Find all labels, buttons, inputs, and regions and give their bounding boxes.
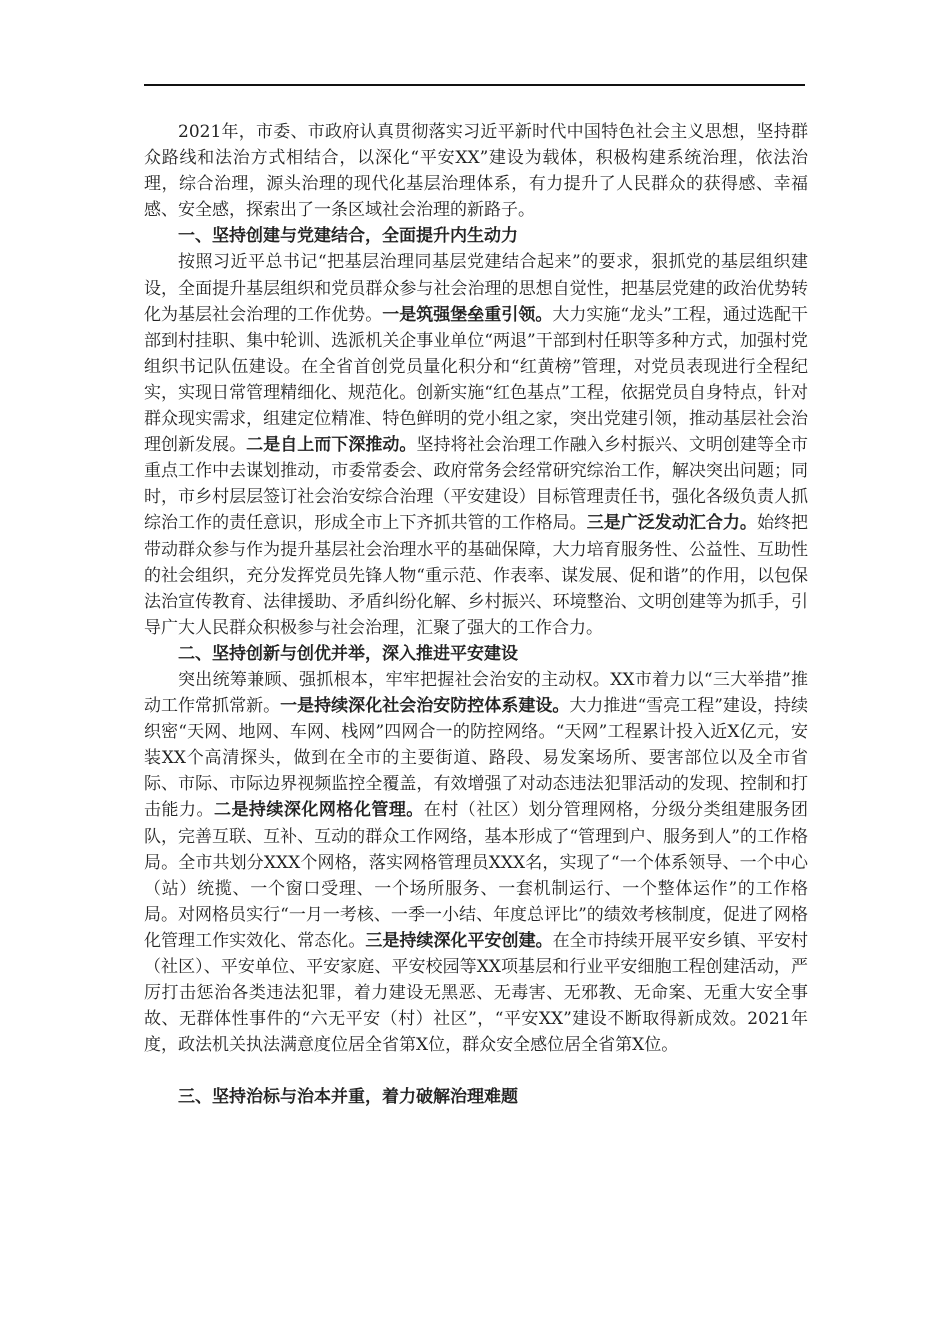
section-spacer xyxy=(144,1058,808,1084)
section-heading-3: 三、坚持治标与治本并重，着力破解治理难题 xyxy=(178,1087,518,1108)
intro-paragraph: 2021年，市委、市政府认真贯彻落实习近平新时代中国特色社会主义思想，坚持群众路线和法治方式相结合，以深化“平安XX”建设为载体，积极构建系统治理，依法治理，综合治理，源头治理的现代化基层治理体系，有力提升了人民群众的获得感、幸福感、安全感，探索出了一条区域社会治理的新路子。 xyxy=(144,122,808,221)
section-2-text-2: 大力推进“雪亮工程”建设，持续织密“天网、地网、车网、栈网”四网合一的防控网络。“天网”工程累计投入近X亿元，安装XX个高清探头，做到在全市的主要街道、路段、易发案场所、要害部位以及全市省际、市际、市际边界视频监控全覆盖，有效增强了对动态违法犯罪活动的发现、控制和打击能力。 xyxy=(144,696,808,821)
section-2-text-3: 在村（社区）划分管理网格，分级分类组建服务团队，完善互联、互补、互动的群众工作网络，基本形成了“管理到户、服务到人”的工作格局。全市共划分XXX个网格，落实网格管理员XXX名，实现了“一个体系领导、一个中心（站）统揽、一个窗口受理、一个场所服务、一套机制运行、一个整体运作”的工作格局。对网格员实行“一月一考核、一季一小结、年度总评比”的绩效考核制度，促进了网格化管理工作实效化、常态化。 xyxy=(144,800,809,951)
section-heading-2: 二、坚持创新与创优并举，深入推进平安建设 xyxy=(178,643,518,664)
header-rule xyxy=(144,84,805,86)
section-1-bold-3: 三是广泛发动汇合力。 xyxy=(586,513,757,534)
section-2-bold-1: 一是持续深化社会治安防控体系建设。 xyxy=(280,696,570,717)
section-2-text-1: 突出统筹兼顾、强抓根本，牢牢把握社会治安的主动权。XX市着力以“三大举措”推动工作常抓常新。 xyxy=(144,669,808,717)
section-2-text-4: 在全市持续开展平安乡镇、平安村（社区）、平安单位、平安家庭、平安校园等XX项基层和行业平安细胞工程创建活动，严厉打击惩治各类违法犯罪，着力建设无黑恶、无毒害、无邪教、无命案、无重大安全事故、无群体性事件的“六无平安（村）社区”，“平安XX”建设不断取得新成效。2021年度，政法机关执法满意度位居全省第X位，群众安全感位居全省第X位。 xyxy=(144,930,809,1056)
section-1-text-1: 按照习近平总书记“把基层治理同基层党建结合起来”的要求，狠抓党的基层组织建设，全面提升基层组织和党员群众参与社会治理的思想自觉性，把基层党建的政治优势转化为基层社会治理的工作优势。 xyxy=(144,252,808,325)
section-heading-1: 一、坚持创建与党建结合，全面提升内生动力 xyxy=(178,226,518,247)
section-1-paragraph xyxy=(144,249,808,640)
section-1-text-3: 坚持将社会治理工作融入乡村振兴、文明创建等全市重点工作中去谋划推动，市委常委会、政府常务会经常研究综治工作，解决突出问题；同时，市乡村层层签订社会治安综合治理（平安建设）目标管理责任书，强化各级负责人抓综治工作的责任意识，形成全市上下齐抓共管的工作格局。 xyxy=(144,435,809,534)
document-body xyxy=(144,119,808,1110)
section-2-bold-3: 三是持续深化平安创建。 xyxy=(365,930,553,951)
section-1-text-4: 始终把带动群众参与作为提升基层社会治理水平的基础保障，大力培育服务性、公益性、互助性的社会组织，充分发挥党员先锋人物“重示范、作表率、谋发展、促和谐”的作用，以包保法治宣传教育、法律援助、矛盾纠纷化解、乡村振兴、环境整治、文明创建等为抓手，引导广大人民群众积极参与社会治理，汇聚了强大的工作合力。 xyxy=(144,513,809,638)
section-1-bold-2: 二是自上而下深推动。 xyxy=(246,435,417,456)
section-2-paragraph xyxy=(144,667,808,1058)
section-2-bold-2: 二是持续深化网格化管理。 xyxy=(213,800,424,821)
section-1-text-2: 大力实施“龙头”工程，通过选配干部到村挂职、集中轮训、选派机关企事业单位“两退”干部到村任职等多种方式，加强村党组织书记队伍建设。在全省首创党员量化积分和“红黄榜”管理，对党员表现进行全程纪实，实现日常管理精细化、规范化。创新实施“红色基点”工程，依据党员自身特点，针对群众现实需求，组建定位精准、特色鲜明的党小组之家，突出党建引领，推动基层社会治理创新发展。 xyxy=(144,304,808,456)
section-1-bold-1: 一是筑强堡垒重引领。 xyxy=(382,304,553,325)
